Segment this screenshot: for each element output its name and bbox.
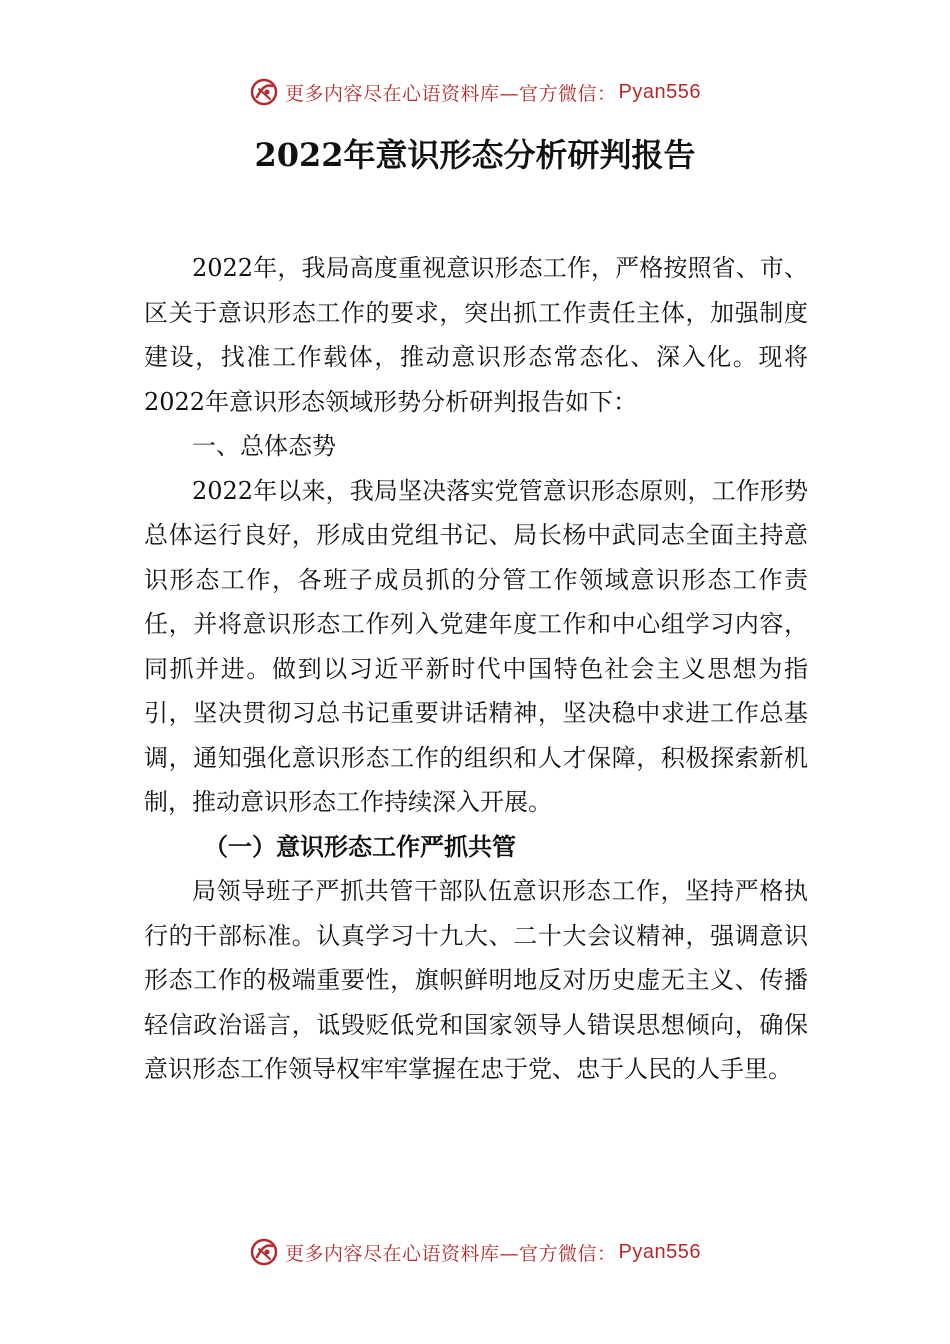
subsection-heading: （一）意识形态工作严抓共管 [204,832,516,861]
section-heading: 一、总体态势 [192,432,336,460]
section-paragraph: 2022年以来，我局坚决落实党管意识形态原则，工作形势总体运行良好，形成由党组书记、局长杨中武同志全面主持意识形态工作，各班子成员抓的分管工作领域意识形态工作责任，并将意识形态工作列入党建年度工作和中心组学习内容，同抓并进。做到以习近平新时代中国特色社会主义思想为指引，坚决贯彻习总书记重要讲话精神，坚决稳中求进工作总基调，通知强化意识形态工作的组织和人才保障，积极探索新机制，推动意识形态工作持续深入开展。 [144,476,808,816]
logo-icon [249,1237,279,1267]
logo-icon [249,77,279,107]
watermark-text: 更多内容尽在心语资料库—官方微信： [285,82,617,105]
document-title: 2022年意识形态分析研判报告 [254,136,696,174]
footer-watermark [0,1232,950,1272]
intro-paragraph: 2022年，我局高度重视意识形态工作，严格按照省、市、区关于意识形态工作的要求，突出抓工作责任主体，加强制度建设，找准工作载体，推动意识形态常态化、深入化。现将2022年意识形态领域形势分析研判报告如下： [144,254,808,416]
watermark-wechat-id: Pyan556 [618,1240,701,1263]
document-body [144,246,808,1092]
watermark-text: 更多内容尽在心语资料库—官方微信： [285,1242,617,1265]
header-watermark [0,72,950,112]
watermark-wechat-id: Pyan556 [618,80,701,103]
subsection-paragraph: 局领导班子严抓共管干部队伍意识形态工作，坚持严格执行的干部标准。认真学习十九大、二十大会议精神，强调意识形态工作的极端重要性，旗帜鲜明地反对历史虚无主义、传播轻信政治谣言，诋毁贬低党和国家领导人错误思想倾向，确保意识形态工作领导权牢牢掌握在忠于党、忠于人民的人手里。 [144,877,808,1083]
